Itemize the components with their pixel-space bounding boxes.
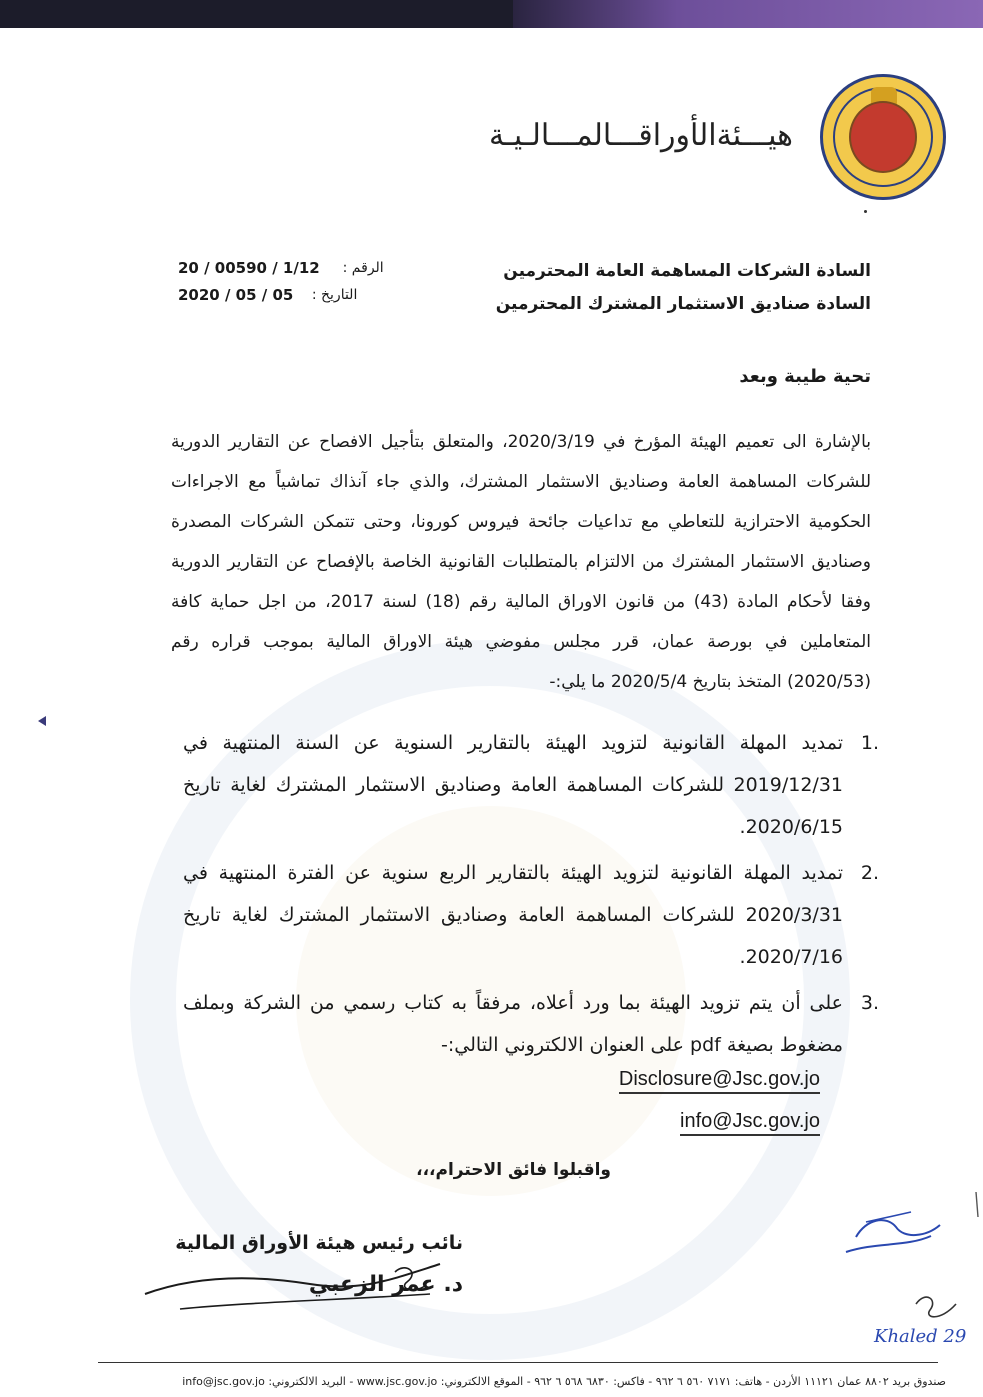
top-banner [0, 0, 983, 36]
greeting: تحية طيبة وبعد [739, 366, 871, 387]
list-item-number: 2. [860, 862, 879, 884]
jsc-seal-logo [820, 74, 946, 200]
footer-divider [98, 1362, 938, 1363]
list-item-text: على أن يتم تزويد الهيئة بما ورد أعلاه، مرفقاً به كتاب رسمي من الشركة وبملف مضغوط بصيغة pdf على العنوان الالكتروني التالي:- [183, 992, 843, 1056]
reference-number-label: الرقم : [342, 260, 384, 276]
list-item [183, 982, 879, 1066]
addressee-line-2: السادة صناديق الاستثمار المشترك المحترمين [495, 294, 871, 314]
reference-date: 2020 / 05 / 05 [178, 286, 294, 304]
footer-contact: صندوق بريد ٨٨٠٢ عمان ١١١٢١ الأردن - هاتف: ٧١٧١ ٥٦٠ ٦ ٩٦٢ - فاكس: ٦٨٣٠ ٥٦٨ ٦ ٩٦٢ - الموقع الالكتروني: www.jsc.gov.jo - البريد الالكتروني: info@jsc.gov.jo [182, 1375, 946, 1388]
list-item-number: 1. [860, 732, 879, 754]
email-link-disclosure[interactable]: Disclosure@Jsc.gov.jo [619, 1068, 820, 1094]
list-item-text: تمديد المهلة القانونية لتزويد الهيئة بالتقارير الربع سنوية عن الفترة المنتهية في 2020/3/31 للشركات المساهمة العامة وصناديق الاستثمار المشترك لغاية تاريخ 2020/7/16. [183, 862, 843, 968]
email-link-info[interactable]: info@Jsc.gov.jo [680, 1110, 820, 1136]
email-list [580, 1058, 820, 1142]
list-item-number: 3. [860, 992, 879, 1014]
decision-list [183, 722, 879, 1070]
coat-of-arms-icon [849, 101, 917, 173]
reference-date-label: التاريخ : [311, 287, 358, 303]
list-item-text: تمديد المهلة القانونية لتزويد الهيئة بالتقارير السنوية عن السنة المنتهية في 2019/12/31 للشركات المساهمة العامة وصناديق الاستثمار المشترك لغاية تاريخ 2020/6/15. [183, 732, 843, 838]
organization-name: هيـــئةالأوراقـــالمـــالـيـة [489, 118, 793, 153]
handwritten-signature [140, 1254, 460, 1324]
reference-block [178, 255, 384, 309]
handwritten-initials [836, 1192, 983, 1357]
reference-number: 20 / 00590 / 1/12 [178, 259, 320, 277]
list-item [183, 852, 879, 978]
signatory-title: نائب رئيس هيئة الأوراق المالية [175, 1232, 463, 1254]
initials-text: Khaled 29 [874, 1326, 967, 1347]
closing-line: واقبلوا فائق الاحترام،،، [416, 1160, 611, 1180]
body-paragraph: بالإشارة الى تعميم الهيئة المؤرخ في 2020/3/19، والمتعلق بتأجيل الافصاح عن التقارير الدورية للشركات المساهمة العامة وصناديق الاستثمار المشترك، والذي جاء آنذاك تماشياً مع الاجراءات الحكومية الاحترازية للتعاطي مع تداعيات جائحة فيروس كورونا، وحتى تتمكن الشركات المصدرة وصناديق الاستثمار المشترك من الالتزام بالمتطلبات القانونية الخاصة بالإفصاح عن التقارير الدورية وفقا لأحكام المادة (43) من قانون الاوراق المالية رقم (18) لسنة 2017، من اجل حماية كافة المتعاملين في بورصة عمان، قرر مجلس مفوضي هيئة الاوراق المالية بموجب قراره رقم (2020/53) المتخذ بتاريخ 2020/5/4 ما يلي:- [171, 432, 872, 692]
addressee-line-1: السادة الشركات المساهمة العامة المحترمين [503, 261, 871, 281]
list-item [183, 722, 879, 848]
page-marker-icon [38, 716, 46, 726]
signatory-name: د. عمر الزعبي [308, 1272, 463, 1297]
addressee-block [496, 255, 871, 321]
